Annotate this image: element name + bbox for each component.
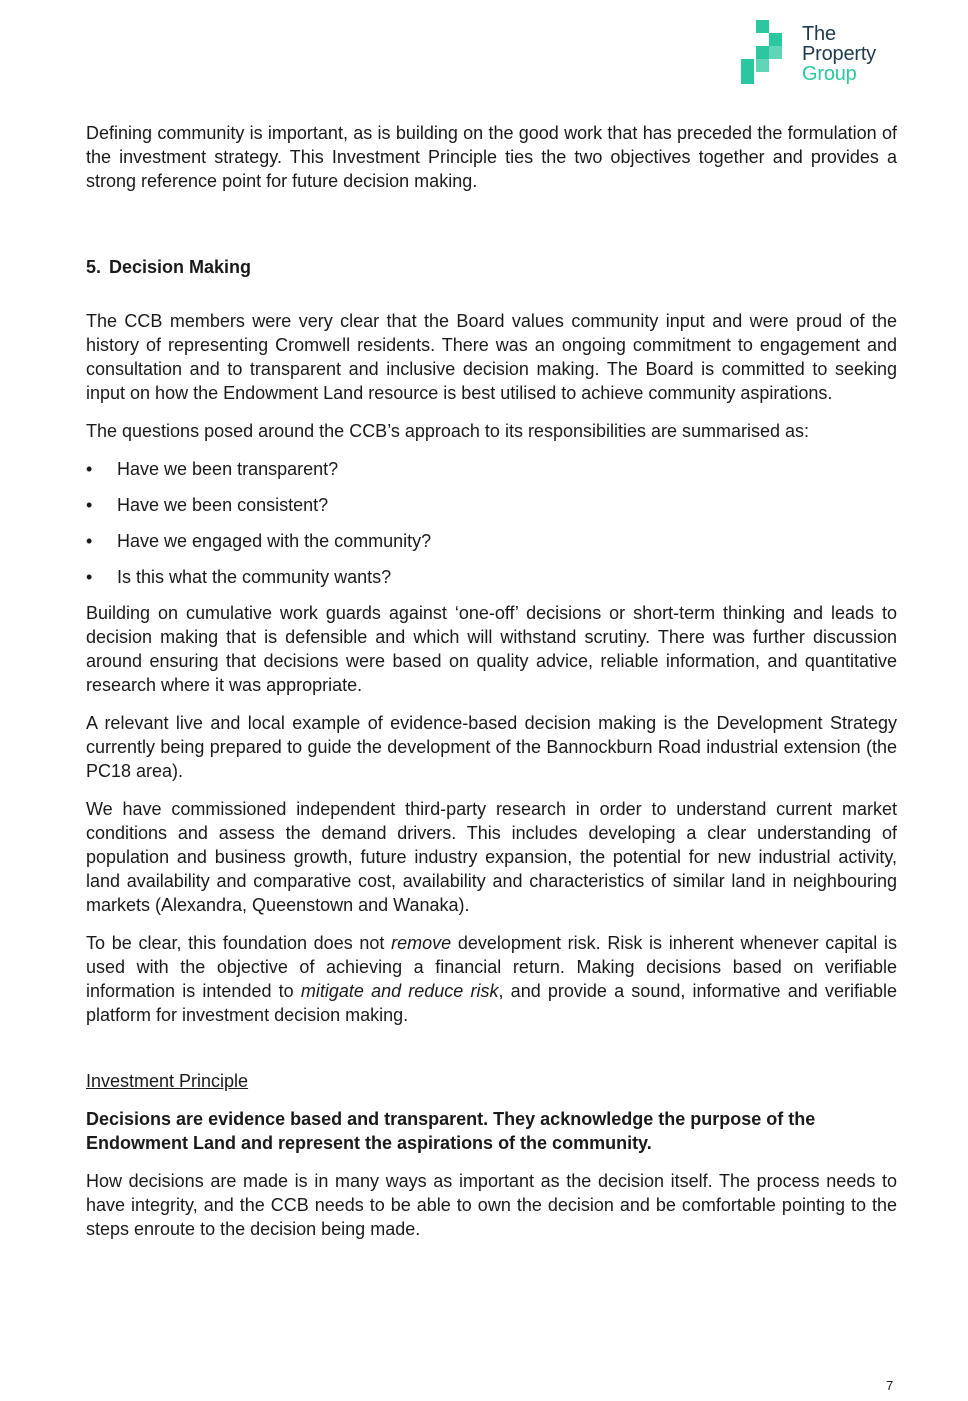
- company-logo: [738, 20, 908, 90]
- paragraph-research: We have commissioned independent third-party research in order to understand current market conditions and assess the demand drivers. This includes developing a clear understanding of population and business growth, future industry expansion, the potential for new industrial activity, land availability and comparative cost, availability and characteristics of similar land in neighbouring markets (Alexandra, Queenstown and Wanaka).: [86, 799, 897, 915]
- section-number: 5.: [86, 257, 102, 277]
- paragraph-cumulative-work: Building on cumulative work guards against ‘one-off’ decisions or short-term thinking and leads to decision making that is defensible and which will withstand scrutiny. There was further discussion around ensuring that decisions were based on quality advice, reliable information, and quantitative research where it was appropriate.: [86, 603, 897, 695]
- paragraph-risk: [86, 931, 897, 1027]
- document-body: [86, 121, 897, 1255]
- bullet-icon: •: [86, 531, 93, 551]
- risk-text-3: , and provide a sound, informative and verifiable platform for investment decision making.: [86, 981, 898, 1025]
- investment-principle-heading: Investment Principle: [86, 1071, 249, 1091]
- section-heading: [86, 255, 897, 279]
- list-item-text: Have we been transparent?: [117, 459, 339, 479]
- bullet-icon: •: [86, 495, 93, 515]
- logo-line-property: Property: [802, 43, 876, 65]
- paragraph-local-example: A relevant live and local example of evidence-based decision making is the Development Strategy currently being prepared to guide the development of the Bannockburn Road industrial extension (the PC18 area).: [86, 713, 897, 781]
- intro-paragraph: Defining community is important, as is building on the good work that has preceded the formulation of the investment strategy. This Investment Principle ties the two objectives together and provides a strong reference point for future decision making.: [86, 123, 897, 191]
- bullet-icon: •: [86, 567, 93, 587]
- list-item: [86, 529, 897, 553]
- risk-text-2: development risk. Risk is inherent whenever capital is used with the objective of achieving a financial return. Making decisions based on verifiable information is intended to: [86, 933, 897, 1001]
- section-title: Decision Making: [109, 257, 252, 277]
- list-item: [86, 565, 897, 589]
- logo-mark-icon: [738, 20, 798, 86]
- risk-emphasis-remove: remove: [391, 933, 452, 953]
- investment-principle-statement: Decisions are evidence based and transparent. They acknowledge the purpose of the Endowment Land and represent the aspirations of the community.: [86, 1109, 816, 1153]
- section-spacer: [86, 207, 897, 255]
- questions-list: [86, 457, 897, 589]
- list-item-text: Is this what the community wants?: [117, 567, 392, 587]
- risk-text-1: To be clear, this foundation does not: [86, 933, 392, 953]
- logo-line-the: The: [802, 23, 836, 45]
- list-item: [86, 457, 897, 481]
- risk-emphasis-mitigate: mitigate and reduce risk: [300, 981, 499, 1001]
- paragraph-board-values: The CCB members were very clear that the Board values community input and were proud of the history of representing Cromwell residents. There was an ongoing commitment to engagement and consultation and to transparent and inclusive decision making. The Board is committed to seeking input on how the Endowment Land resource is best utilised to achieve community aspirations.: [86, 311, 897, 403]
- investment-principle-explanation: How decisions are made is in many ways as important as the decision itself. The process needs to have integrity, and the CCB needs to be able to own the decision and be comfortable pointing to the steps enroute to the decision being made.: [86, 1171, 897, 1239]
- paragraph-questions-intro: The questions posed around the CCB’s approach to its responsibilities are summarised as:: [86, 421, 810, 441]
- bullet-icon: •: [86, 459, 93, 479]
- principle-spacer: [86, 1041, 897, 1069]
- list-item-text: Have we been consistent?: [117, 495, 329, 515]
- page-number: 7: [886, 1378, 894, 1393]
- logo-wordmark: [802, 24, 876, 84]
- list-item: [86, 493, 897, 517]
- list-item-text: Have we engaged with the community?: [117, 531, 432, 551]
- logo-line-group: Group: [802, 63, 857, 85]
